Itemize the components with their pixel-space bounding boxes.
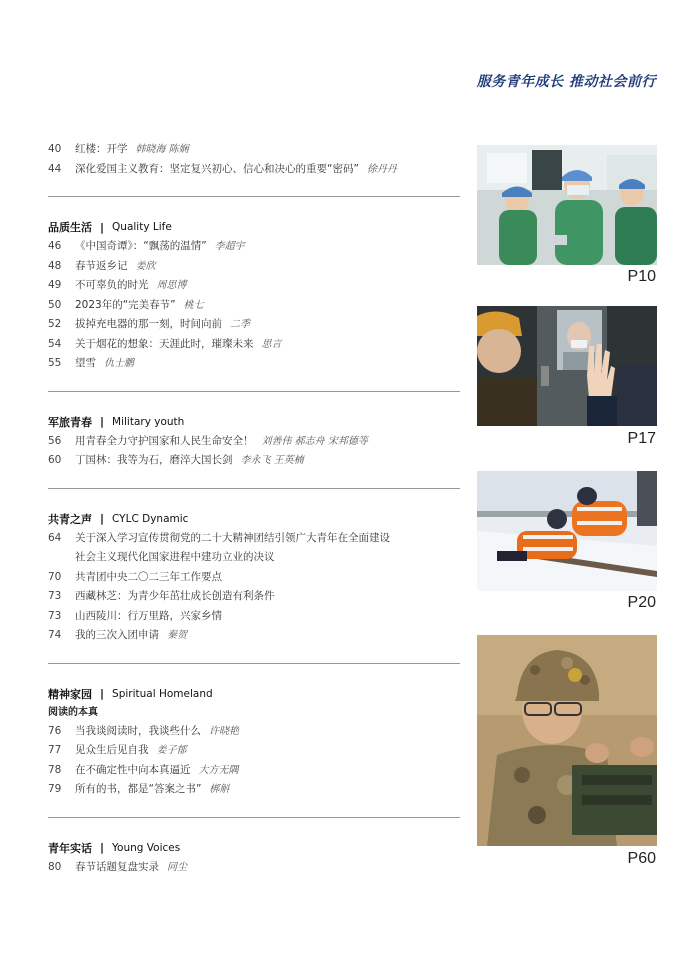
toc-entry[interactable] (48, 780, 460, 800)
section-header-spiritual-homeland (48, 684, 460, 704)
page-number: 54 (48, 337, 62, 350)
entry-title: 丁国林：我等为石，磨淬大国长剑 (75, 454, 233, 466)
entry-title: 春节话题复盘实录 (75, 860, 159, 873)
section-title-cn: 共青之声 (48, 512, 92, 526)
section-title-en: Quality Life (112, 221, 172, 233)
page-number: 73 (48, 609, 62, 622)
section-divider (48, 817, 460, 818)
photo-page-number: P17 (627, 430, 656, 447)
entry-title: 关于深入学习宣传贯彻党的二十大精神团结引领广大青年在全面建设 (75, 531, 390, 544)
entry-title: 拔掉充电器的那一刻，时间向前 (75, 318, 222, 330)
entry-title: 见众生后见自我 (75, 744, 149, 756)
toc-entry[interactable] (48, 858, 460, 878)
entry-title: 深化爱国主义教育：坚定复兴初心、信心和决心的重要“密码” (75, 162, 359, 175)
entry-author: 许晓艳 (209, 725, 239, 737)
page-number: 46 (48, 240, 62, 252)
toc-entry[interactable] (48, 432, 460, 452)
toc-entry[interactable] (48, 237, 460, 257)
section-title-en: Young Voices (112, 841, 181, 854)
photo-rail-workers[interactable] (477, 471, 657, 591)
section-title-en: Spiritual Homeland (112, 687, 213, 700)
separator-bar: | (100, 841, 105, 854)
section-divider (48, 488, 460, 489)
separator-bar: | (100, 512, 105, 525)
entry-title: 社会主义现代化国家进程中建功立业的决议 (75, 551, 275, 563)
page-number: 56 (48, 434, 62, 447)
photo-page-number: P10 (627, 268, 656, 285)
entry-author: 姜欣 (135, 260, 156, 272)
section-title-cn: 青年实话 (48, 841, 92, 855)
section-title-cn: 军旅青春 (48, 415, 92, 429)
section-header-quality-life (48, 217, 460, 237)
section-divider (48, 391, 460, 392)
entry-title: 红楼：开学 (75, 143, 128, 155)
entry-title: 2023年的“完美春节” (75, 298, 176, 311)
page-number: 49 (48, 279, 62, 291)
toc-entry[interactable] (48, 761, 460, 781)
toc-entry[interactable] (48, 587, 460, 607)
toc-entry[interactable] (48, 529, 460, 549)
separator-bar: | (100, 415, 105, 428)
section-header-cylc-dynamic (48, 509, 460, 529)
entry-author: 秦贺 (167, 630, 187, 641)
photo-page-number: P60 (627, 850, 656, 867)
entry-title: 《中国奇谭》：“飘荡的温情” (75, 240, 207, 252)
entry-author: 大方无隅 (198, 764, 239, 776)
toc-entry[interactable] (48, 257, 460, 277)
page-number: 77 (48, 744, 62, 756)
entry-author: 姜子郁 (156, 745, 187, 756)
page-number: 64 (48, 531, 62, 544)
section-header-military-youth (48, 412, 460, 432)
entry-author: 仇士鹏 (104, 358, 134, 369)
toc-entry[interactable] (48, 626, 460, 646)
entry-title: 不可辜负的时光 (75, 279, 149, 291)
toc-entry[interactable] (48, 568, 460, 588)
toc-entry[interactable] (48, 354, 460, 374)
section-title-cn: 品质生活 (48, 221, 92, 234)
entry-title: 用青春全力守护国家和人民生命安全！ (75, 434, 254, 447)
page-number: 50 (48, 298, 62, 311)
page-number: 70 (48, 570, 62, 583)
page-number: 48 (48, 259, 62, 272)
entry-author: 韩晓海 陈娴 (135, 144, 189, 155)
section-divider (48, 196, 460, 197)
surgeons-image (477, 145, 657, 265)
soldier-image (477, 635, 657, 846)
entry-author: 同尘 (167, 861, 187, 873)
section-subheading: 阅读的本真 (48, 706, 98, 718)
rail-workers-image (477, 471, 657, 591)
toc-entry[interactable] (48, 140, 460, 160)
toc-entry[interactable] (48, 296, 460, 316)
entry-title: 山西陵川：行万里路，兴家乡情 (75, 609, 222, 622)
toc-entry[interactable] (48, 160, 460, 180)
page-number: 73 (48, 590, 62, 602)
page-number: 52 (48, 318, 62, 330)
toc-entry[interactable] (48, 722, 460, 742)
toc-entry[interactable] (48, 335, 460, 355)
section-header-young-voices (48, 838, 460, 858)
page-number: 40 (48, 143, 62, 155)
entry-author: 徐丹丹 (366, 163, 397, 175)
page-number: 60 (48, 454, 62, 466)
entry-title: 春节返乡记 (75, 259, 128, 272)
window-greeting-image (477, 306, 657, 426)
entry-title: 在不确定性中向本真逼近 (75, 763, 191, 776)
slogan: 服务青年成长 推动社会前行 (476, 74, 656, 90)
entry-author: 二季 (230, 319, 250, 330)
toc-entry-continuation[interactable] (48, 548, 460, 568)
separator-bar: | (100, 687, 105, 700)
toc-entry[interactable] (48, 276, 460, 296)
section-title-en: CYLC Dynamic (112, 512, 189, 525)
toc-entry[interactable] (48, 741, 460, 761)
page-number: 79 (48, 783, 62, 795)
entry-author: 梆斛 (209, 784, 230, 795)
page-number: 44 (48, 162, 62, 175)
entry-title: 关于烟花的想象：天涯此时，璀璨未来 (75, 337, 254, 350)
entry-title: 共青团中央二〇二三年工作要点 (75, 570, 222, 583)
entry-title: 望雪 (75, 357, 96, 369)
entry-author: 李超宇 (214, 241, 245, 252)
entry-author: 刘善伟 郝志舟 宋邦德等 (261, 435, 368, 447)
page-number: 78 (48, 763, 62, 776)
page-number: 80 (48, 860, 62, 873)
page-number: 76 (48, 724, 62, 737)
toc-entry[interactable] (48, 451, 460, 471)
section-divider (48, 663, 460, 664)
toc-entry[interactable] (48, 607, 460, 627)
photo-window-greeting[interactable] (477, 306, 657, 426)
photo-soldier[interactable] (477, 635, 657, 846)
photo-page-number: P20 (627, 594, 656, 611)
entry-author: 周思博 (156, 280, 187, 291)
entry-author: 李永飞 王英楠 (240, 455, 304, 466)
page-number: 55 (48, 357, 62, 369)
entry-title: 我的三次入团申请 (75, 629, 159, 641)
entry-author: 桃七 (183, 299, 204, 311)
entry-title: 当我谈阅读时，我谈些什么 (75, 724, 201, 737)
entry-author: 思言 (261, 338, 282, 350)
separator-bar: | (100, 220, 105, 234)
entry-title: 所有的书，都是“答案之书” (75, 783, 202, 795)
section-title-en: Military youth (112, 415, 185, 428)
page-number: 74 (48, 629, 62, 641)
table-of-contents (48, 140, 460, 877)
section-title-cn: 精神家园 (48, 687, 92, 701)
entry-title: 西藏林芝：为青少年茁壮成长创造有利条件 (75, 590, 275, 602)
toc-entry[interactable] (48, 315, 460, 335)
photo-surgeons[interactable] (477, 145, 657, 265)
